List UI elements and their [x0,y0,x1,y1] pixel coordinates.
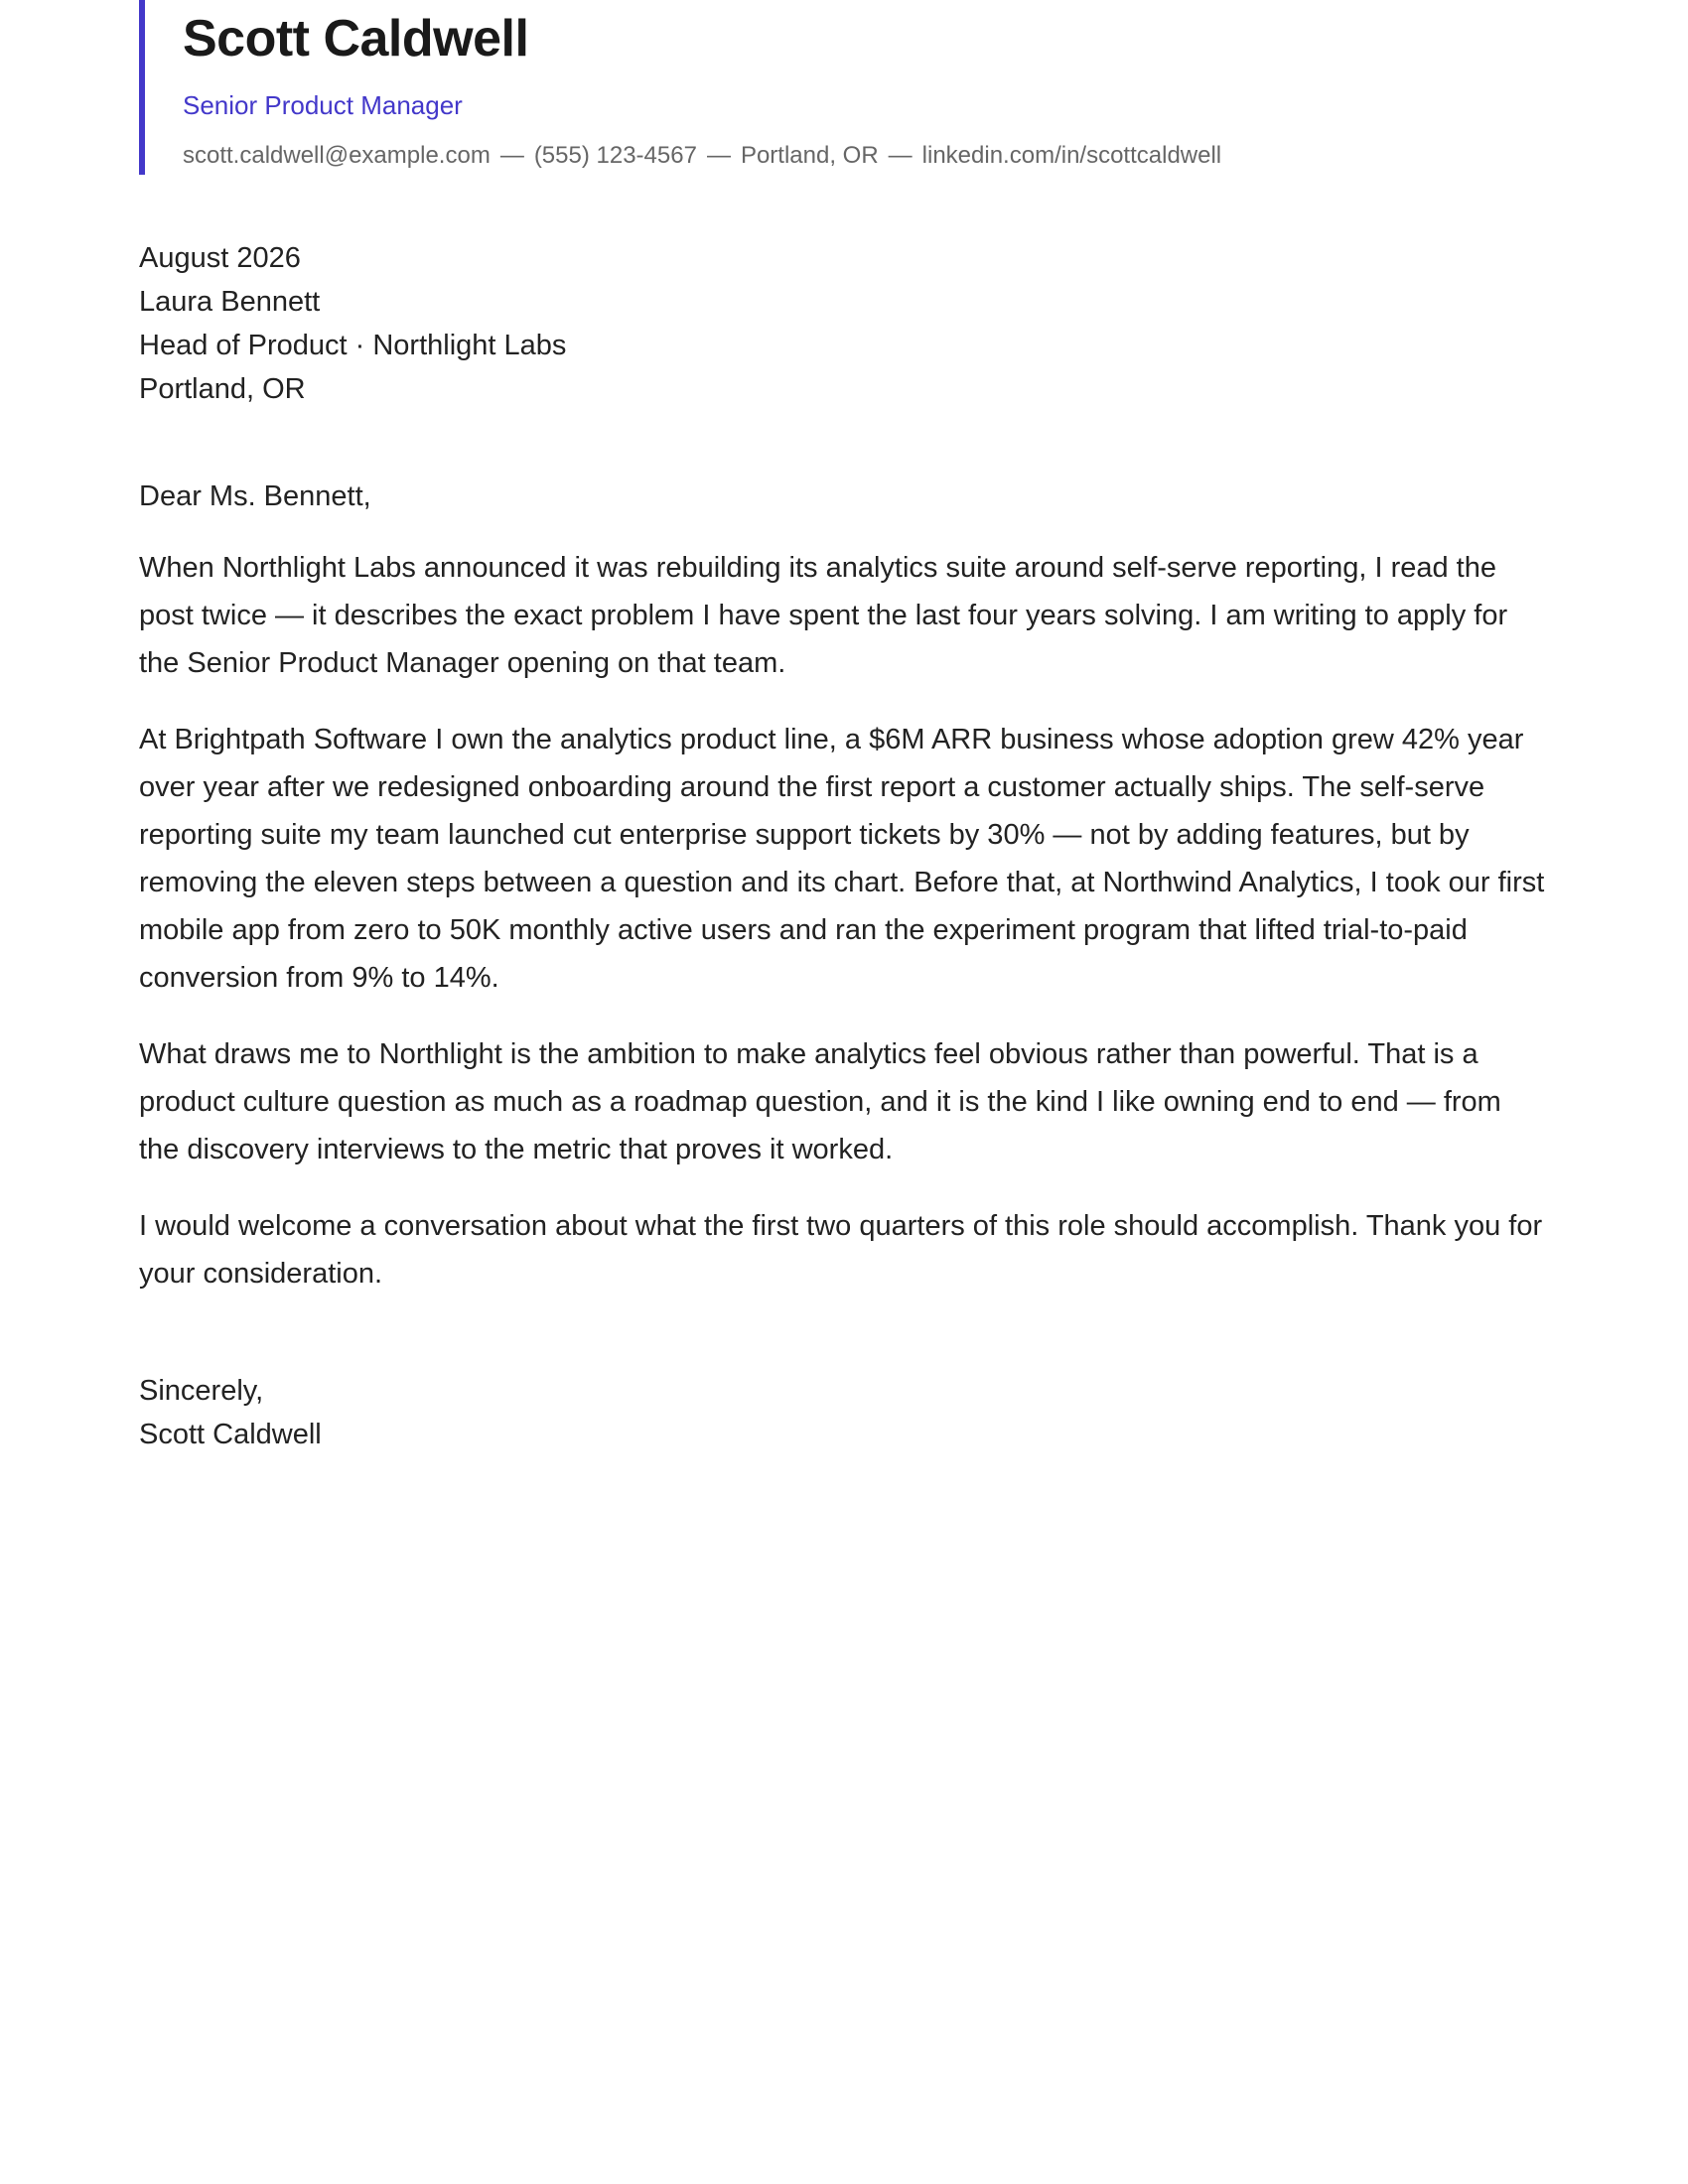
contact-separator: — [499,142,524,169]
contact-separator: — [888,142,913,169]
recipient-position: Head of Product · Northlight Labs [139,330,567,361]
contact-email: scott.caldwell@example.com [183,142,491,169]
salutation: Dear Ms. Bennett, [139,480,371,512]
letterhead [139,0,1549,175]
letter-date: August 2026 [139,242,301,274]
contact-phone: (555) 123-4567 [533,142,697,169]
signature: Scott Caldwell [139,1419,322,1450]
sender-name: Scott Caldwell [183,10,529,68]
body-paragraph: What draws me to Northlight is the ambition to make analytics feel obvious rather than powerful. That is a product culture question as much as a roadmap question, and it is the kind I like owning end to end — from the discovery interviews to the metric that proves it worked. [139,1038,1501,1165]
body-paragraph: When Northlight Labs announced it was rebuilding its analytics suite around self-serve reporting, I read the post twice — it describes the exact problem I have spent the last four years solving. I am writing to apply for the Senior Product Manager opening on that team. [139,552,1508,679]
contact-linkedin: linkedin.com/in/scottcaldwell [921,142,1222,169]
letter-body [139,544,1549,1297]
recipient-name: Laura Bennett [139,286,321,318]
sender-title: Senior Product Manager [183,90,463,120]
closing-block [139,1369,1549,1456]
contact-location: Portland, OR [740,142,879,169]
closing-phrase: Sincerely, [139,1375,264,1407]
cover-letter-page [139,0,1549,1456]
body-paragraph: I would welcome a conversation about what the first two quarters of this role should accomplish. Thank you for your consideration. [139,1210,1543,1290]
body-paragraph: At Brightpath Software I own the analytics product line, a $6M ARR business whose adoption grew 42% year over year after we redesigned onboarding around the first report a customer actually ships. The self-serve reporting suite my team launched cut enterprise support tickets by 30% — not by adding features, but by removing the eleven steps between a question and its chart. Before that, at Northwind Analytics, I took our first mobile app from zero to 50K monthly active users and ran the experiment program that lifted trial-to-paid conversion from 9% to 14%. [139,724,1545,994]
recipient-block [139,236,1549,411]
contact-separator: — [706,142,731,169]
recipient-location: Portland, OR [139,373,306,405]
contact-line [183,139,1549,173]
